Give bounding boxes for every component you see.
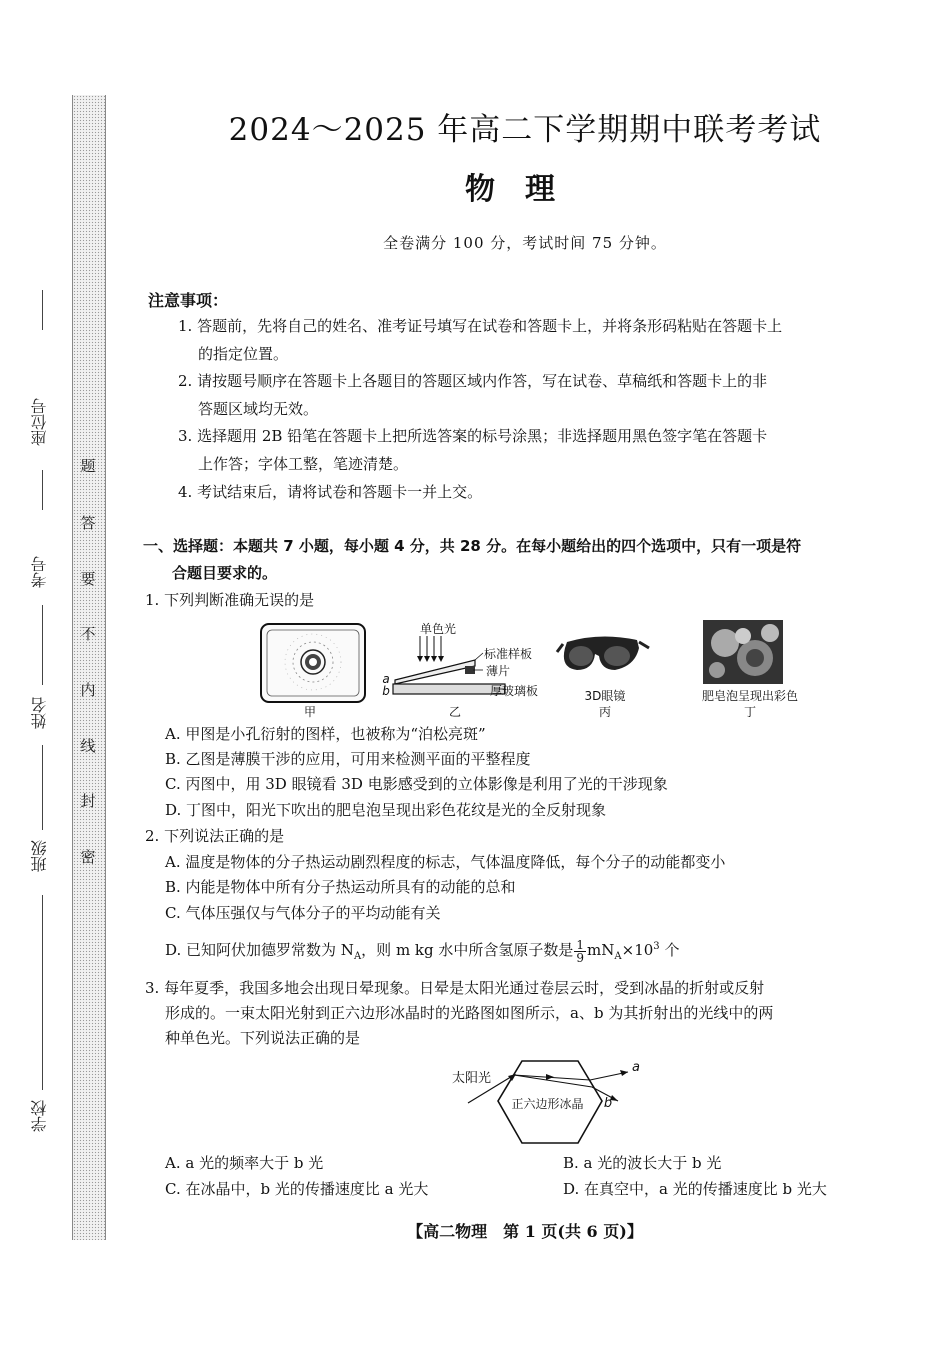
notice-item: 答题区域均无效。 xyxy=(198,400,319,418)
fig-label-glasses: 3D眼镜 xyxy=(584,689,626,703)
side-label-exam-no: 考号 xyxy=(30,556,49,588)
section-heading: 一、选择题：本题共 7 小题，每小题 4 分，共 28 分。在每小题给出的四个选项中，只有一项是符 xyxy=(143,537,802,555)
seal-char: 答 xyxy=(80,514,96,532)
fig-label-thin-piece: 薄片 xyxy=(486,664,511,678)
exam-title: 2024～2025 年高二下学期期中联考考试 xyxy=(228,112,822,148)
score-note: 全卷满分 100 分，考试时间 75 分钟。 xyxy=(383,234,667,252)
q1-figures xyxy=(255,618,815,723)
fig-label-bing: 丙 xyxy=(598,705,611,719)
question-3-stem: 种单色光。下列说法正确的是 xyxy=(165,1029,361,1047)
fig-label-mono-light: 单色光 xyxy=(419,622,456,636)
subject-title: 物理 xyxy=(465,172,585,207)
page-footer: 【高二物理 第 1 页(共 6 页)】 xyxy=(407,1222,643,1241)
side-label-school: 学校 xyxy=(30,1100,49,1132)
notice-item: 4. 考试结束后，请将试卷和答题卡一并上交。 xyxy=(178,483,483,501)
q2-option-c: C. 气体压强仅与气体分子的平均动能有关 xyxy=(165,904,441,922)
fig-label-sunlight: 太阳光 xyxy=(452,1071,492,1086)
fig-label-crystal: 正六边形冰晶 xyxy=(511,1097,584,1111)
fig-label-b: b xyxy=(382,684,390,698)
section-heading: 合题目要求的。 xyxy=(172,564,278,582)
fill-line xyxy=(42,895,43,1090)
binding-strip xyxy=(72,95,106,1240)
fig-label-ray-a: a xyxy=(632,1060,640,1075)
fig-label-std-plate: 标准样板 xyxy=(484,647,533,661)
notice-item: 3. 选择题用 2B 铅笔在答题卡上把所选答案的标号涂黑；非选择题用黑色签字笔在答题卡 xyxy=(178,427,768,445)
fig-label-yi: 乙 xyxy=(448,705,461,719)
q3-option-b: B. a 光的波长大于 b 光 xyxy=(563,1154,722,1172)
question-3-stem: 形成的。一束太阳光射到正六边形冰晶时的光路图如图所示，a、b 为其折射出的光线中的两 xyxy=(165,1004,774,1022)
fig-label-jia: 甲 xyxy=(303,705,316,719)
fig-label-bubble: 肥皂泡呈现出彩色 xyxy=(701,689,798,703)
seal-char: 题 xyxy=(80,457,96,475)
q3-option-c: C. 在冰晶中，b 光的传播速度比 a 光大 xyxy=(165,1180,429,1198)
seal-char: 不 xyxy=(80,625,96,643)
q2-option-a: A. 温度是物体的分子热运动剧烈程度的标志，气体温度降低，每个分子的动能都变小 xyxy=(165,853,726,871)
notice-title: 注意事项： xyxy=(148,291,229,310)
q1-option-a: A. 甲图是小孔衍射的图样，也被称为“泊松亮斑” xyxy=(165,725,486,743)
q1-option-d: D. 丁图中，阳光下吹出的肥皂泡呈现出彩色花纹是光的全反射现象 xyxy=(165,801,607,819)
notice-item: 的指定位置。 xyxy=(198,345,289,363)
q2-option-b: B. 内能是物体中所有分子热运动所具有的动能的总和 xyxy=(165,878,516,896)
seal-char: 要 xyxy=(80,570,96,588)
q1-option-c: C. 丙图中，用 3D 眼镜看 3D 电影感受到的立体影像是利用了光的干涉现象 xyxy=(165,775,668,793)
fig-label-ding: 丁 xyxy=(743,705,756,719)
seal-char: 内 xyxy=(80,681,96,699)
seal-char: 密 xyxy=(80,848,96,866)
fill-line xyxy=(42,605,43,685)
notice-item: 上作答；字体工整，笔迹清楚。 xyxy=(198,455,409,473)
seal-char: 线 xyxy=(80,737,96,755)
notice-item: 2. 请按题号顺序在答题卡上各题目的答题区域内作答，写在试卷、草稿纸和答题卡上的非 xyxy=(178,372,768,390)
question-2-stem: 2. 下列说法正确的是 xyxy=(145,827,285,845)
seal-char: 封 xyxy=(80,792,96,810)
question-1-stem: 1. 下列判断准确无误的是 xyxy=(145,591,315,609)
fig-label-thick-glass: 厚玻璃板 xyxy=(490,684,539,698)
fill-line xyxy=(42,745,43,830)
side-label-seat: 座位号 xyxy=(30,398,49,446)
q3-option-d: D. 在真空中，a 光的传播速度比 b 光大 xyxy=(563,1180,827,1198)
q1-option-b: B. 乙图是薄膜干涉的应用，可用来检测平面的平整程度 xyxy=(165,750,531,768)
fig-label-a: a xyxy=(382,672,390,686)
fig-label-ray-b: b xyxy=(603,1096,613,1111)
notice-item: 1. 答题前，先将自己的姓名、准考证号填写在试卷和答题卡上，并将条形码粘贴在答题卡上 xyxy=(178,317,783,335)
side-label-name: 姓名 xyxy=(30,697,49,729)
side-label-class: 班级 xyxy=(30,840,49,872)
q2-option-d: D. 已知阿伏加德罗常数为 $N_A$，则 m kg 水中所含氢原子数是 $\frac{1}{9}$ $mN_A\times 10^3$ 个 xyxy=(165,937,680,965)
question-3-stem: 3. 每年夏季，我国多地会出现日晕现象。日晕是太阳光通过卷层云时，受到冰晶的折射或反射 xyxy=(145,979,765,997)
fill-line xyxy=(42,470,43,510)
figure-ding-soap-bubble xyxy=(703,620,783,684)
figure-bing-3d-glasses xyxy=(557,636,649,670)
q3-option-a: A. a 光的频率大于 b 光 xyxy=(165,1154,324,1172)
figure-jia-diffraction xyxy=(261,624,365,702)
fraction: $\frac{1}{9}$ xyxy=(576,937,585,965)
fill-line xyxy=(42,290,43,330)
